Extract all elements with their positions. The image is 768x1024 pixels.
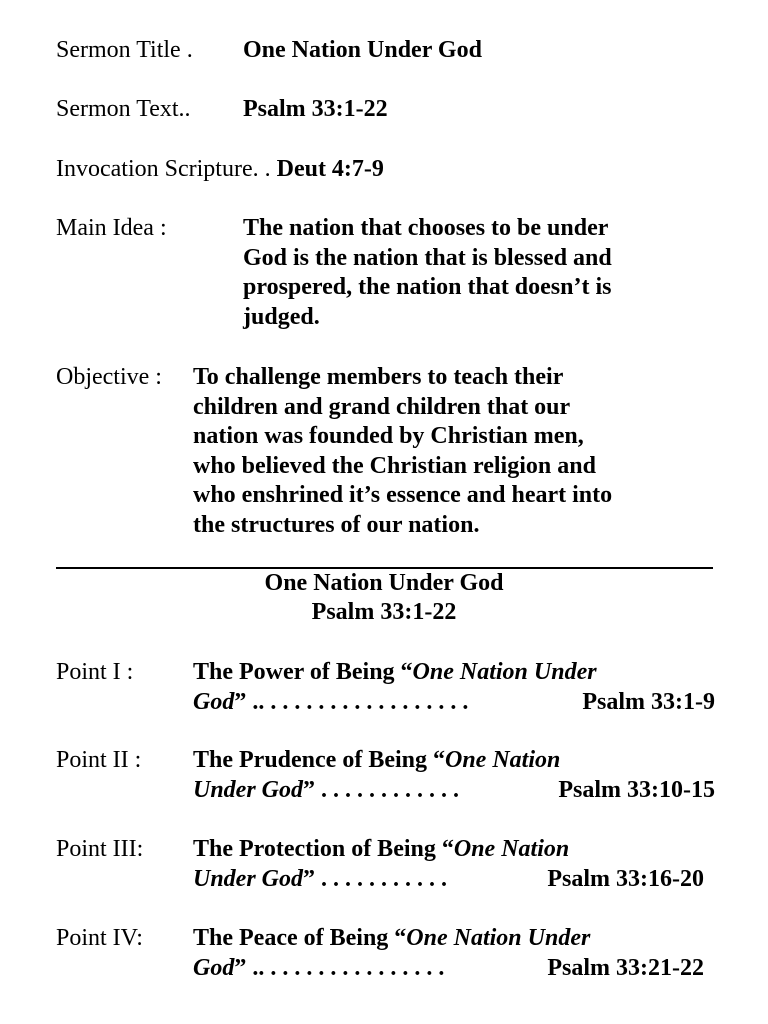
point-heading-italic: God xyxy=(193,688,235,715)
main-idea-line: The nation that chooses to be under xyxy=(243,215,609,241)
point-heading-italic: God xyxy=(193,954,235,981)
outline-title: One Nation Under God xyxy=(264,570,504,596)
point-heading: The Peace of Being “ xyxy=(193,925,407,951)
point-label: Point I : xyxy=(56,659,134,685)
main-idea-text xyxy=(243,214,612,332)
point-heading-italic: One Nation xyxy=(453,836,570,862)
point-heading-italic: One Nation Under xyxy=(412,659,597,685)
objective-line: the structures of our nation. xyxy=(193,511,480,538)
sermon-title-value: One Nation Under God xyxy=(243,37,482,63)
invocation-label: Invocation Scripture. . xyxy=(56,156,271,182)
point-heading-italic: One Nation Under xyxy=(406,925,591,951)
objective-line: nation was founded by Christian men, xyxy=(193,423,584,449)
point-heading-italic: Under God xyxy=(193,865,304,892)
main-idea-line: prospered, the nation that doesn’t is xyxy=(243,274,612,300)
point-heading: The Protection of Being “ xyxy=(193,836,454,862)
objective-line: To challenge members to teach their xyxy=(193,364,564,390)
sermon-text-value: Psalm 33:1-22 xyxy=(243,96,388,122)
main-idea-line: God is the nation that is blessed and xyxy=(243,244,612,271)
main-idea-label: Main Idea : xyxy=(56,215,167,241)
point-item xyxy=(193,658,715,717)
point-label: Point II : xyxy=(56,747,142,773)
main-idea-line: judged. xyxy=(243,303,320,330)
sermon-title-label: Sermon Title . xyxy=(56,37,193,63)
point-scripture: Psalm 33:21-22 xyxy=(547,954,704,981)
point-heading: The Prudence of Being “ xyxy=(193,747,445,773)
objective-label: Objective : xyxy=(56,364,162,390)
point-heading-italic: Under God xyxy=(193,776,304,803)
invocation-row xyxy=(56,155,384,185)
point-leader: ” . . . . . . . . . . . xyxy=(303,865,448,892)
outline-reference: Psalm 33:1-22 xyxy=(311,599,457,625)
invocation-value: Deut 4:7-9 xyxy=(276,156,384,182)
point-item xyxy=(193,835,704,894)
objective-line: who believed the Christian religion and xyxy=(193,452,596,479)
point-heading: The Power of Being “ xyxy=(193,659,413,685)
point-leader: ” .. . . . . . . . . . . . . . . . xyxy=(234,954,445,981)
point-leader: ” . . . . . . . . . . . . xyxy=(303,776,460,803)
point-scripture: Psalm 33:1-9 xyxy=(582,688,715,715)
point-heading-italic: One Nation xyxy=(445,747,561,773)
point-scripture: Psalm 33:10-15 xyxy=(558,776,715,803)
point-item xyxy=(193,746,715,805)
point-label: Point IV: xyxy=(56,925,143,951)
point-scripture: Psalm 33:16-20 xyxy=(547,865,704,892)
point-item xyxy=(193,924,704,983)
objective-line: who enshrined it’s essence and heart into xyxy=(193,482,613,508)
objective-line: children and grand children that our xyxy=(193,393,571,420)
point-leader: ” .. . . . . . . . . . . . . . . . . . xyxy=(234,688,469,715)
sermon-title-row xyxy=(56,36,482,66)
sermon-text-label: Sermon Text.. xyxy=(56,96,191,122)
sermon-text-row xyxy=(56,95,388,125)
objective-text xyxy=(193,363,612,540)
point-label: Point III: xyxy=(56,836,144,862)
